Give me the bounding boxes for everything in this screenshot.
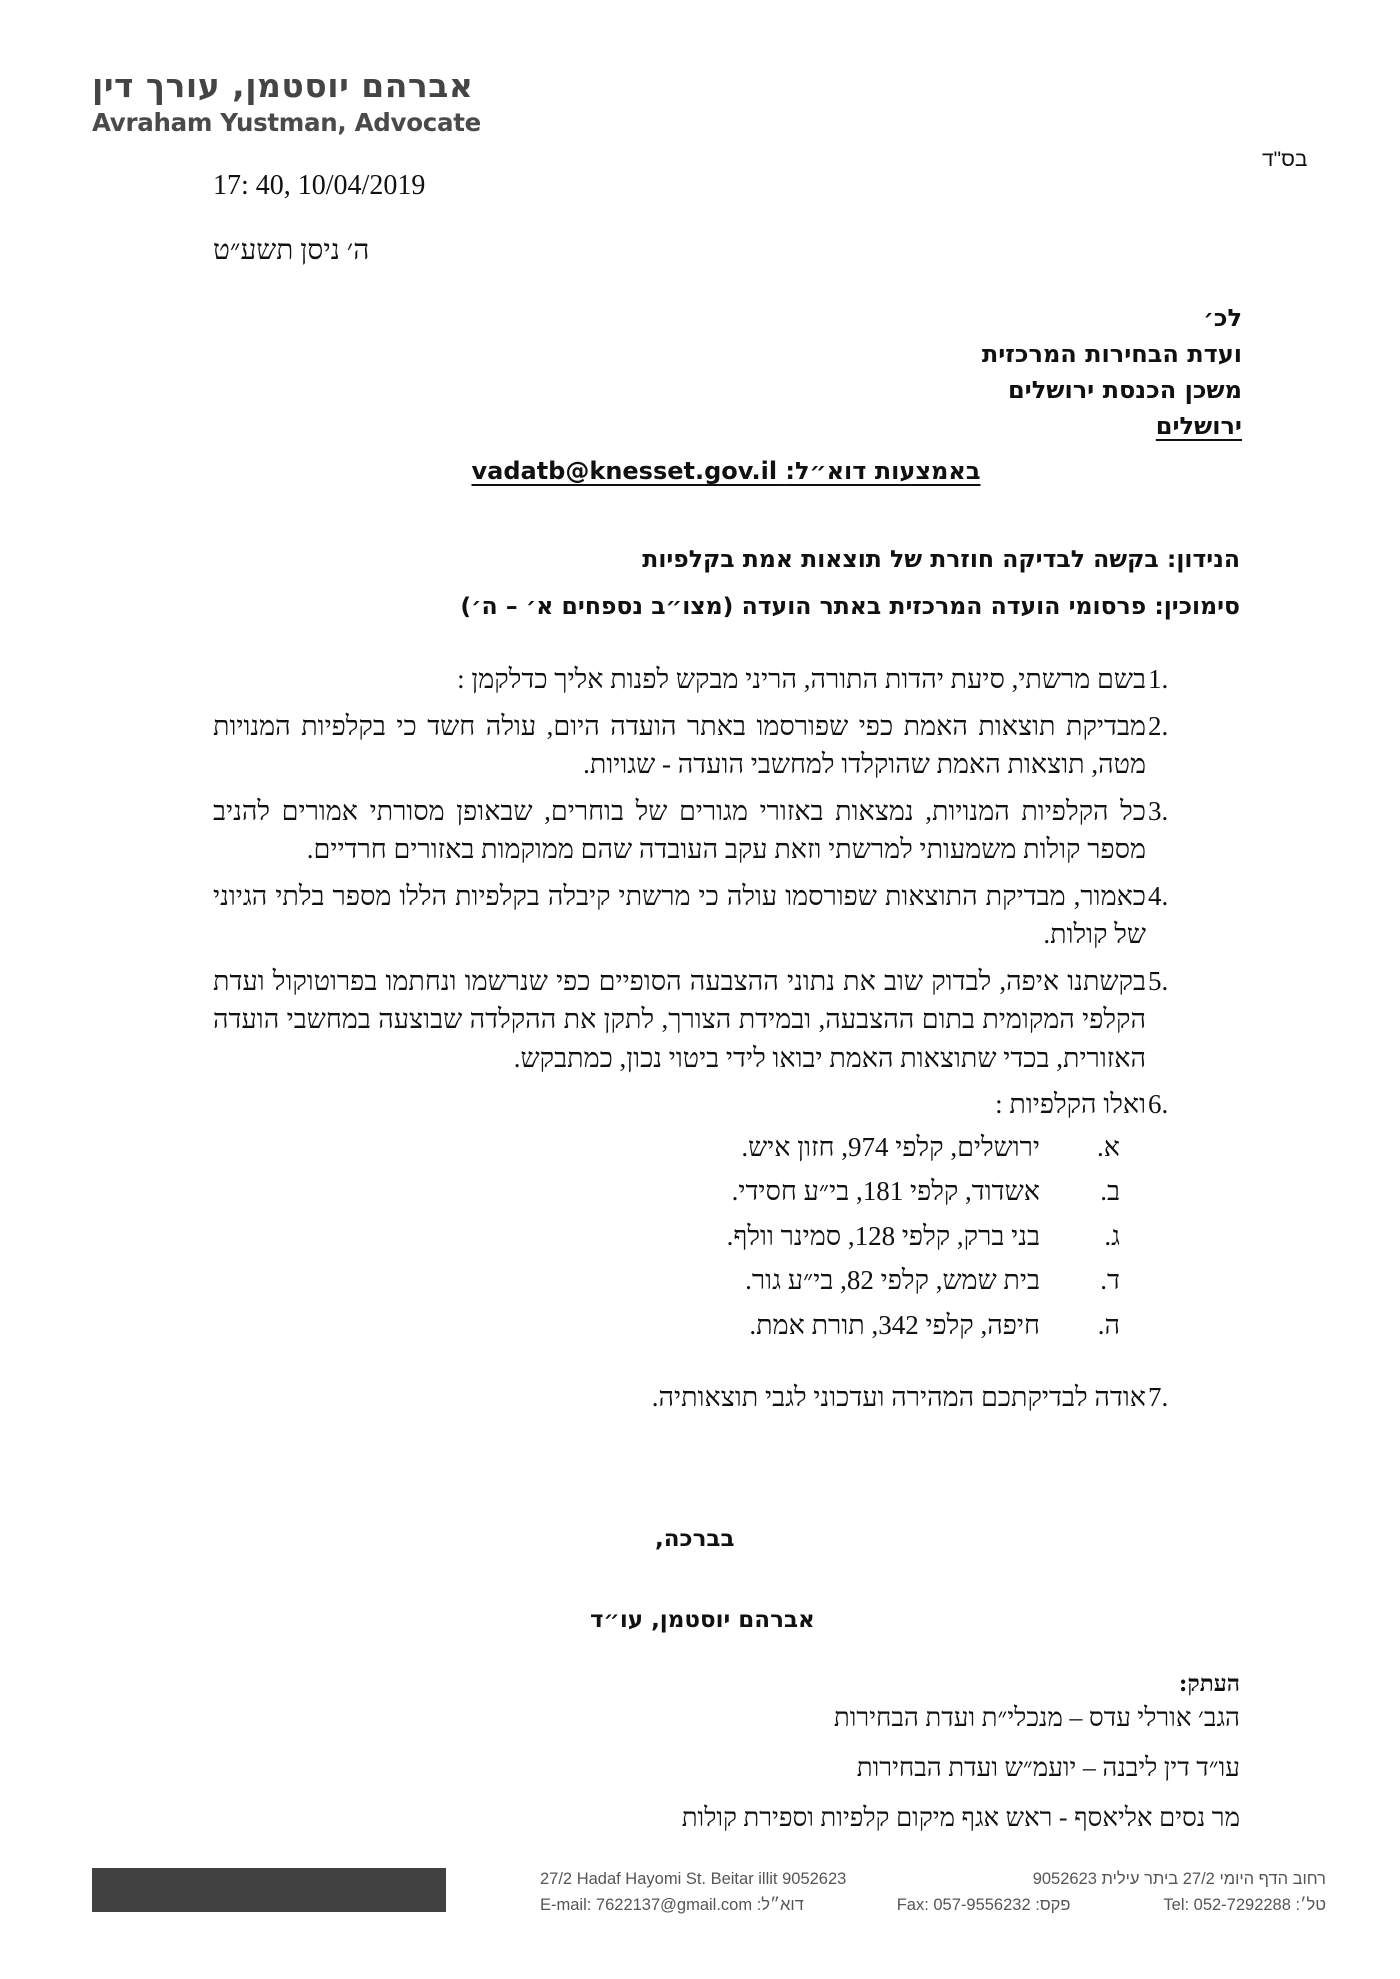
item-text: בקשתנו איפה, לבדוק שוב את נתוני ההצבעה הסופיים כפי שנרשמו ונחתמו בפרוטוקול ועדת הקלפי המקומית בתום ההצבעה, ובמידת הצורך, לתקן את ההקלדה שבוצעה במחשבי הועדה האזורית, בכדי שתוצאות האמת יבואו לידי ביטוי נכון, כמתבקש. — [213, 965, 1146, 1073]
letterhead-name-english: Avraham Yustman, Advocate — [92, 108, 481, 137]
ballot-item — [213, 1172, 1188, 1217]
footer-address-en: 27/2 Hadaf Hayomi St. Beitar illit 9052623 — [540, 1870, 847, 1888]
footer-address-row — [540, 1866, 1326, 1892]
ballot-text: בית שמש, קלפי 82, בי״ע גור. — [745, 1265, 1040, 1295]
ballot-item — [213, 1261, 1188, 1306]
footer-email — [540, 1892, 804, 1918]
item-number: 2. — [1148, 710, 1169, 741]
ballot-item — [213, 1128, 1188, 1173]
list-item — [213, 1085, 1188, 1124]
addressee-to: לכ׳ — [1203, 304, 1242, 332]
footer-contact-row — [540, 1892, 1326, 1918]
item-number: 5. — [1148, 965, 1169, 996]
footer-tel-he-label: :טל׳ — [1295, 1896, 1326, 1914]
item-number: 1. — [1148, 664, 1169, 694]
ballot-letter: ד. — [1100, 1265, 1120, 1295]
footer-address-he: רחוב הדף היומי 27/2 ביתר עילית 9052623 — [1032, 1870, 1326, 1888]
bsd-header: בס"ד — [1262, 148, 1308, 171]
ballot-text: בני ברק, קלפי 128, סמינר וולף. — [726, 1220, 1040, 1251]
cc-recipient: עו״ד דין ליבנה – יועמ״ש ועדת הבחירות — [856, 1753, 1240, 1782]
item-text: אודה לבדיקתכם המהירה ועדכוני לגבי תוצאותיה. — [651, 1382, 1146, 1412]
ballot-item — [213, 1217, 1188, 1262]
ballot-text: ירושלים, קלפי 974, חזון איש. — [741, 1131, 1040, 1162]
subject-ref: סימוכין: פרסומי הועדה המרכזית באתר הועדה (מצו״ב נספחים א׳ – ה׳) — [460, 592, 1240, 620]
list-item — [213, 792, 1188, 869]
list-item — [213, 660, 1188, 699]
item-number: 3. — [1148, 795, 1169, 826]
item-number: 6. — [1148, 1089, 1169, 1119]
item-text: כל הקלפיות המנויות, נמצאות באזורי מגורים של בוחרים, שבאופן מסורתי אמורים להניב מספר קולות משמעותי למרשתי וזאת עקב העובדה שהם ממוקמות באזורים חרדיים. — [213, 795, 1146, 864]
delivery-label: באמצעות דוא״ל: — [785, 457, 981, 485]
cc-title: העתק: — [1178, 1670, 1240, 1697]
ballot-item — [213, 1306, 1188, 1351]
ballot-list — [213, 1128, 1188, 1351]
item-text: ואלו הקלפיות : — [995, 1089, 1146, 1119]
list-item — [213, 962, 1188, 1078]
footer-tel — [1163, 1892, 1326, 1918]
cc-recipient: הגב׳ אורלי עדס – מנכלי״ת ועדת הבחירות — [833, 1703, 1240, 1732]
letterhead-name-hebrew: אברהם יוסטמן, עורך דין — [92, 66, 474, 105]
cc-recipient: מר נסים אליאסף - ראש אגף מיקום קלפיות וספירת קולות — [681, 1803, 1240, 1832]
ballot-letter: ג. — [1104, 1220, 1120, 1251]
item-number: 7. — [1148, 1382, 1169, 1412]
footer-email-he-label: :דוא״ל — [756, 1896, 804, 1914]
item-number: 4. — [1148, 880, 1169, 911]
hebrew-date: ה׳ ניסן תשע״ט — [213, 235, 370, 266]
delivery-line — [460, 457, 992, 485]
signature: אברהם יוסטמן, עו״ד — [590, 1607, 815, 1633]
addressee-line-1: ועדת הבחירות המרכזית — [981, 340, 1242, 368]
footer-email-en[interactable]: E-mail: 7622137@gmail.com — [540, 1896, 753, 1914]
addressee-block — [982, 300, 1242, 444]
footer-fax-en: Fax: 057-9556232 — [896, 1896, 1031, 1914]
list-item — [213, 877, 1188, 954]
footer-contact — [540, 1866, 1326, 1918]
ballot-letter: ב. — [1100, 1176, 1120, 1206]
item-text: מבדיקת תוצאות האמת כפי שפורסמו באתר הועדה היום, עולה חשד כי בקלפיות המנויות מטה, תוצאות האמת שהוקלדו למחשבי הועדה - שגויות. — [213, 710, 1146, 779]
ballot-text: חיפה, קלפי 342, תורת אמת. — [749, 1309, 1040, 1340]
item-text: בשם מרשתי, סיעת יהדות התורה, הריני מבקש לפנות אליך כדלקמן : — [457, 664, 1146, 694]
cc-list — [682, 1703, 1240, 1853]
closing-greeting: בברכה, — [655, 1526, 735, 1552]
list-item — [213, 1378, 1188, 1417]
list-item — [213, 707, 1188, 784]
footer-fax — [897, 1892, 1071, 1918]
sent-datetime: 17: 40, 10/04/2019 — [213, 170, 426, 201]
ballot-letter: ה. — [1097, 1309, 1120, 1340]
footer-dark-bar — [92, 1868, 446, 1912]
subject-block — [460, 536, 1240, 630]
item-text: כאמור, מבדיקת התוצאות שפורסמו עולה כי מרשתי קיבלה בקלפיות הללו מספר בלתי הגיוני של קולות. — [213, 880, 1146, 949]
subject-re: הנידון: בקשה לבדיקה חוזרת של תוצאות אמת בקלפיות — [642, 545, 1240, 573]
delivery-email-link[interactable]: vadatb@knesset.gov.il — [471, 457, 778, 485]
ballot-letter: א. — [1097, 1131, 1120, 1162]
addressee-line-2: משכן הכנסת ירושלים — [1007, 376, 1242, 404]
numbered-body — [213, 660, 1188, 1425]
footer-fax-he-label: :פקס — [1035, 1896, 1071, 1914]
addressee-city: ירושלים — [1155, 412, 1242, 440]
ballot-text: אשדוד, קלפי 181, בי״ע חסידי. — [731, 1176, 1040, 1206]
footer-tel-en: Tel: 052-7292288 — [1163, 1896, 1291, 1914]
